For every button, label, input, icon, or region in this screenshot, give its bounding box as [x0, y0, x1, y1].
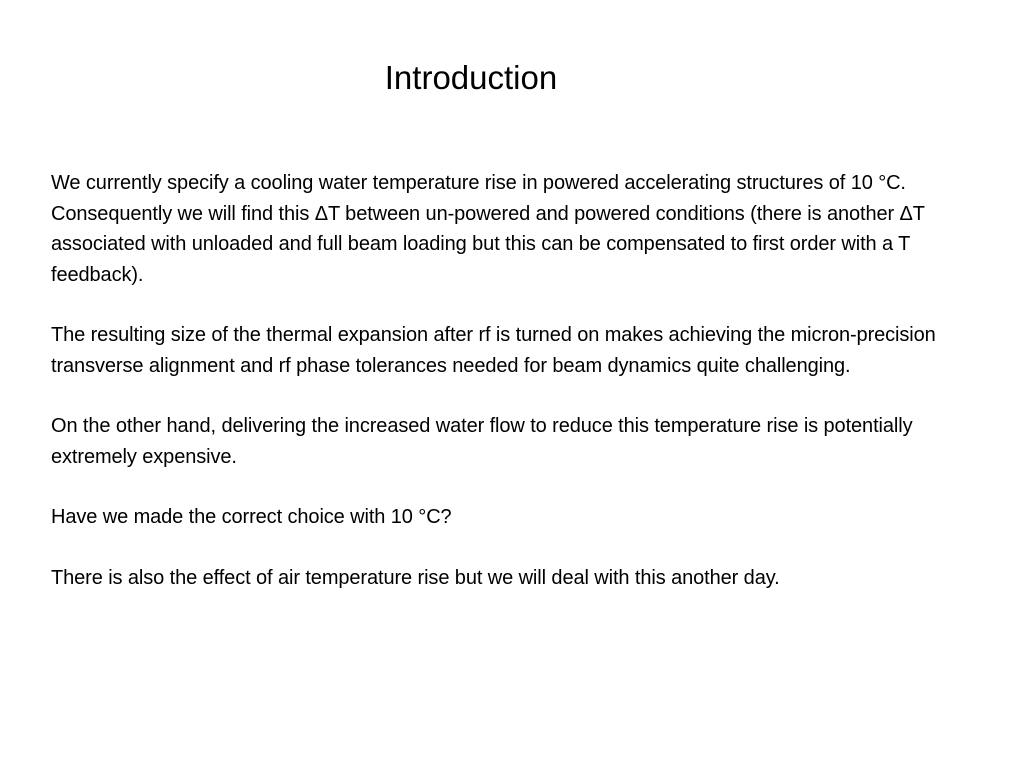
paragraph-air-temperature: There is also the effect of air temperature rise but we will deal with this another day. [51, 566, 780, 589]
paragraph-water-flow-cost: On the other hand, delivering the increased water flow to reduce this temperature rise is potentially extremely expensive. [51, 415, 913, 468]
paragraph-cooling-spec: We currently specify a cooling water temperature rise in powered accelerating structures of 10 °C. Consequently we will find this ΔT between un-powered and powered conditions (there is another ΔT associated with unloaded and full beam loading but this can be compensated to first order with a T feedback). [51, 172, 925, 286]
paragraph-question: Have we made the correct choice with 10 °C? [51, 506, 452, 528]
slide-body [51, 168, 976, 623]
slide-title: Introduction [384, 59, 558, 96]
paragraph-thermal-expansion: The resulting size of the thermal expansion after rf is turned on makes achieving the micron-precision transverse alignment and rf phase tolerances needed for beam dynamics quite challenging. [51, 324, 936, 377]
